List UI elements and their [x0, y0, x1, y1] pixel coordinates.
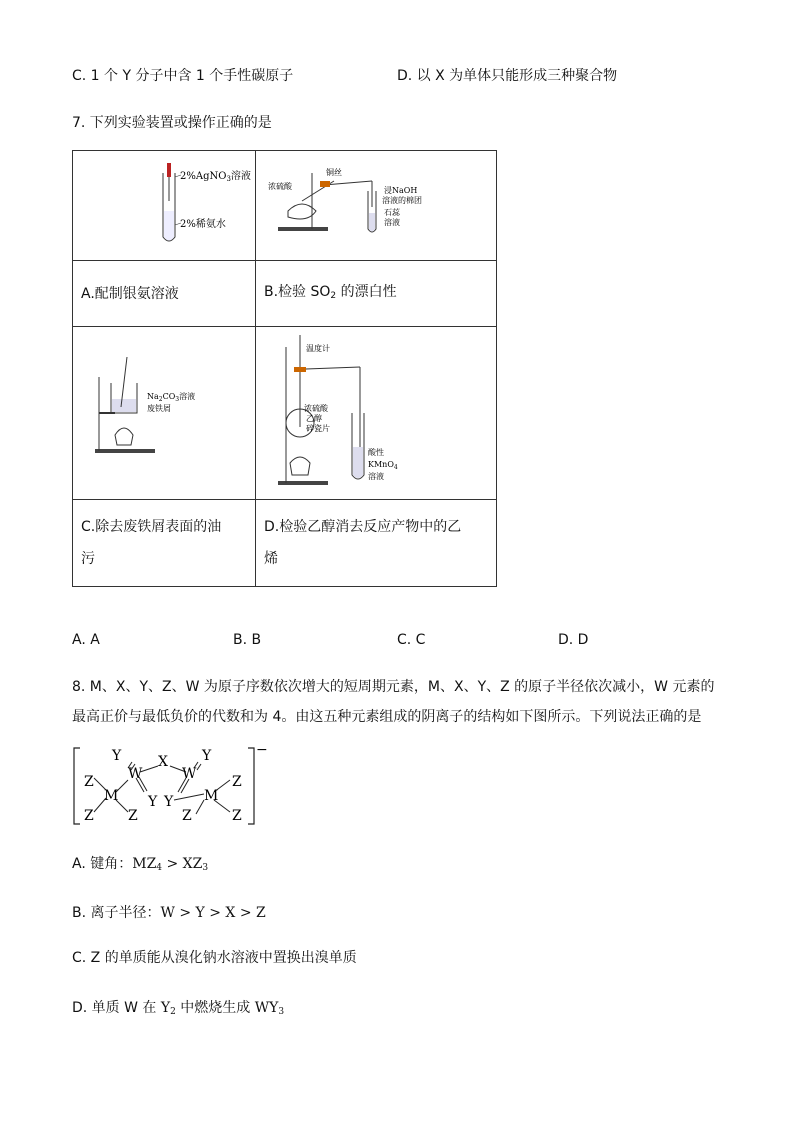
caption-c: C.除去废铁屑表面的油 污 [73, 500, 256, 587]
q8-option-a: A. 键角：$MZ_4 > XZ_3$ [72, 856, 209, 873]
fig-b-cell [256, 151, 497, 261]
fig-b-label-2: 铜丝 [326, 168, 342, 177]
fig-b-label-5: 石蕊 [384, 208, 400, 217]
atom-y-1: Y [112, 748, 122, 764]
fig-d-label-5: 酸性 [368, 448, 384, 457]
atom-m-2: M [204, 788, 219, 804]
q8-stem-line-2: 最高正价与最低负价的代数和为 4。由这五种元素组成的阴离子的结构如下图所示。下列说法正确的是 [72, 709, 702, 725]
atom-x: X [158, 754, 168, 770]
fig-d-label-6: KMnO$_4$ [368, 460, 398, 471]
atom-z-4: Z [128, 808, 138, 824]
fig-a-label-bottom: 2%稀氨水 [180, 219, 226, 230]
fig-a-cell [73, 151, 256, 261]
q6-option-c: C. 1 个 Y 分子中含 1 个手性碳原子 [72, 68, 294, 84]
charge-sign: − [256, 742, 268, 758]
atom-z-1: Z [84, 774, 94, 790]
fig-c-cell [73, 327, 256, 500]
q7-answer-a: A. A [72, 632, 100, 648]
fig-c-label-1: $Na_2CO_3$溶液 [147, 392, 196, 403]
beaker-heating-figure [81, 327, 247, 495]
fig-d-label-2: 浓硫酸 [304, 404, 328, 413]
anion-structure-figure [70, 742, 270, 830]
fig-d-label-7: 溶液 [368, 472, 384, 481]
fig-c-label-2: 废铁屑 [147, 404, 171, 413]
caption-d: D.检验乙醇消去反应产物中的乙 烯 [256, 500, 497, 587]
atom-z-5: Z [182, 808, 192, 824]
q7-stem: 7. 下列实验装置或操作正确的是 [72, 115, 272, 131]
atom-z-2: Z [232, 774, 242, 790]
q8-option-d: D. 单质 W 在 $Y_2$ 中燃烧生成 $WY_3$ [72, 1000, 285, 1017]
fig-b-label-4: 溶液的棉团 [382, 196, 422, 205]
fig-d-label-1: 温度计 [306, 344, 330, 353]
fig-d-label-3: 乙醇 [306, 414, 322, 423]
atom-y-2: Y [202, 748, 212, 764]
fig-b-label-3: 浸NaOH [384, 186, 418, 195]
caption-a: A.配制银氨溶液 [73, 261, 256, 327]
test-tube-figure [81, 151, 251, 256]
atom-w-2: W [182, 766, 197, 782]
ethanol-elimination-figure [264, 327, 488, 495]
q7-experiment-table [72, 150, 497, 587]
atom-z-6: Z [232, 808, 242, 824]
so2-apparatus-figure [264, 151, 488, 256]
fig-a-label-top: 2%AgNO$_3$溶液 [180, 171, 251, 183]
fig-d-label-4: 碎瓷片 [306, 424, 330, 433]
q8-option-b: B. 离子半径：W > Y > X > Z [72, 905, 266, 921]
q7-answer-c: C. C [397, 632, 426, 648]
atom-y-4: Y [164, 794, 174, 810]
q8-option-c: C. Z 的单质能从溴化钠水溶液中置换出溴单质 [72, 950, 357, 966]
atom-m-1: M [104, 788, 119, 804]
fig-b-label-1: 浓硫酸 [268, 182, 292, 191]
caption-b: B.检验 $SO_2$ 的漂白性 [256, 261, 497, 327]
q7-answer-b: B. B [233, 632, 262, 648]
atom-w-1: W [128, 766, 143, 782]
atom-y-3: Y [148, 794, 158, 810]
fig-b-label-6: 溶液 [384, 218, 400, 227]
fig-d-cell [256, 327, 497, 500]
q7-answer-d: D. D [558, 632, 589, 648]
q6-option-d: D. 以 X 为单体只能形成三种聚合物 [397, 68, 618, 84]
atom-z-3: Z [84, 808, 94, 824]
q8-stem-line-1: 8. M、X、Y、Z、W 为原子序数依次增大的短周期元素，M、X、Y、Z 的原子半径依次减小，W 元素的 [72, 679, 715, 695]
